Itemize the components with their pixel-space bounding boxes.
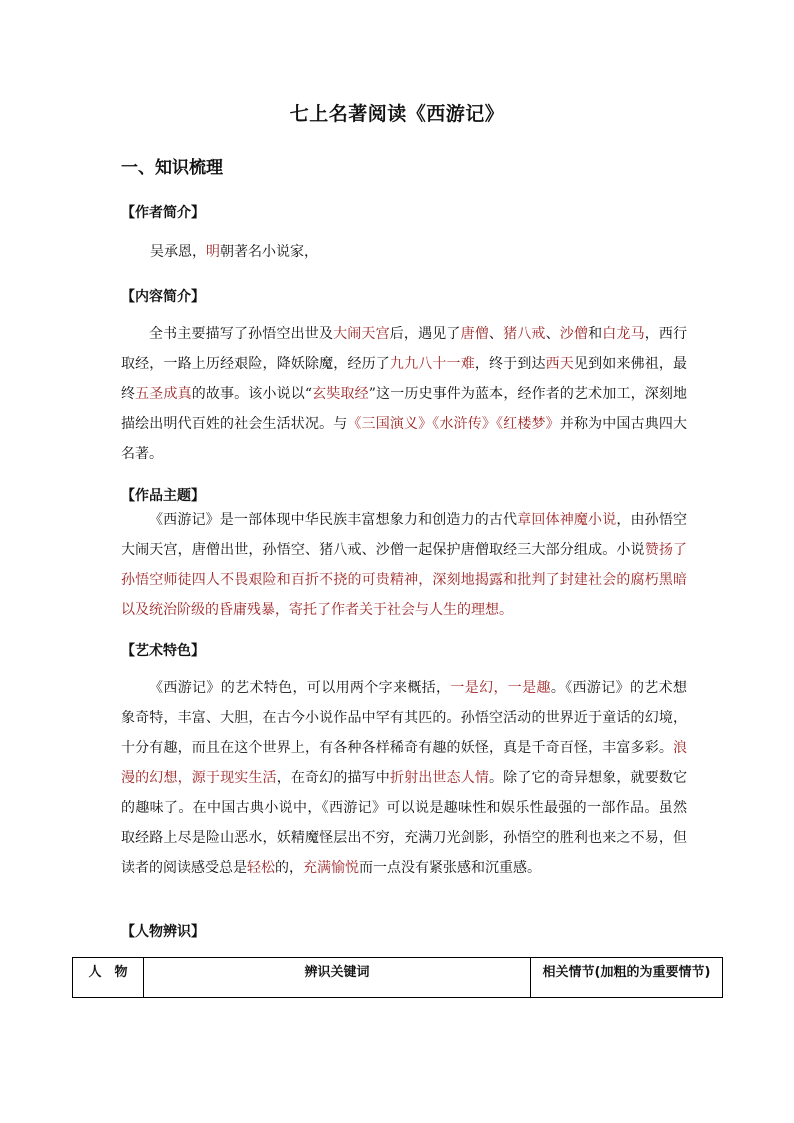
header-cell-person: 人 物 — [73, 958, 144, 998]
people-heading: 【人物辨识】 — [121, 924, 205, 940]
section-heading: 一、知识梳理 — [121, 158, 223, 178]
content-heading: 【内容简介】 — [121, 289, 205, 305]
author-paragraph: 吴承恩，明朝著名小说家， — [150, 244, 318, 260]
art-heading: 【艺术特色】 — [121, 643, 205, 659]
page-title: 七上名著阅读《西游记》 — [289, 103, 505, 125]
theme-paragraph: 《西游记》是一部体现中华民族丰富想象力和创造力的古代章回体神魔小说，由孙悟空大闹天宫，唐僧出世，孙悟空、猪八戒、沙僧一起保护唐僧取经三大部分组成。小说赞扬了孙悟空师徒四人不畏艰险和百折不挠的可贵精神，深刻地揭露和批判了封建社会的腐朽黑暗以及统治阶级的昏庸残暴，寄托了作者关于社会与人生的理想。 — [121, 512, 688, 618]
table-header-row — [73, 958, 723, 998]
art-paragraph: 《西游记》的艺术特色，可以用两个字来概括，一是幻，一是趣。《西游记》的艺术想象奇特，丰富、大胆，在古今小说作品中罕有其匹的。孙悟空活动的世界近于童话的幻境，十分有趣，而且在这个世界上，有各种各样稀奇有趣的妖怪，真是千奇百怪，丰富多彩。浪漫的幻想，源于现实生活，在奇幻的描写中折射出世态人情。除了它的奇异想象，就要数它的趣味了。在中国古典小说中，《西游记》可以说是趣味性和娱乐性最强的一部作品。虽然取经路上尽是险山恶水，妖精魔怪层出不穷，充满刀光剑影，孙悟空的胜利也来之不易，但读者的阅读感受总是轻松的，充满愉悦而一点没有紧张感和沉重感。 — [121, 680, 688, 876]
content-paragraph: 全书主要描写了孙悟空出世及大闹天宫后，遇见了唐僧、猪八戒、沙僧和白龙马，西行取经，一路上历经艰险，降妖除魔，经历了九九八十一难，终于到达西天见到如来佛祖，最终五圣成真的故事。该小说以“玄奘取经”这一历史事件为蓝本，经作者的艺术加工，深刻地描绘出明代百姓的社会生活状况。与《三国演义》《水浒传》《红楼梦》并称为中国古典四大名著。 — [121, 326, 688, 462]
people-table — [72, 957, 723, 998]
theme-heading: 【作品主题】 — [121, 488, 205, 504]
author-heading: 【作者简介】 — [121, 205, 205, 221]
header-cell-keywords: 辨识关键词 — [144, 958, 531, 998]
header-cell-plot: 相关情节(加粗的为重要情节) — [531, 958, 723, 998]
